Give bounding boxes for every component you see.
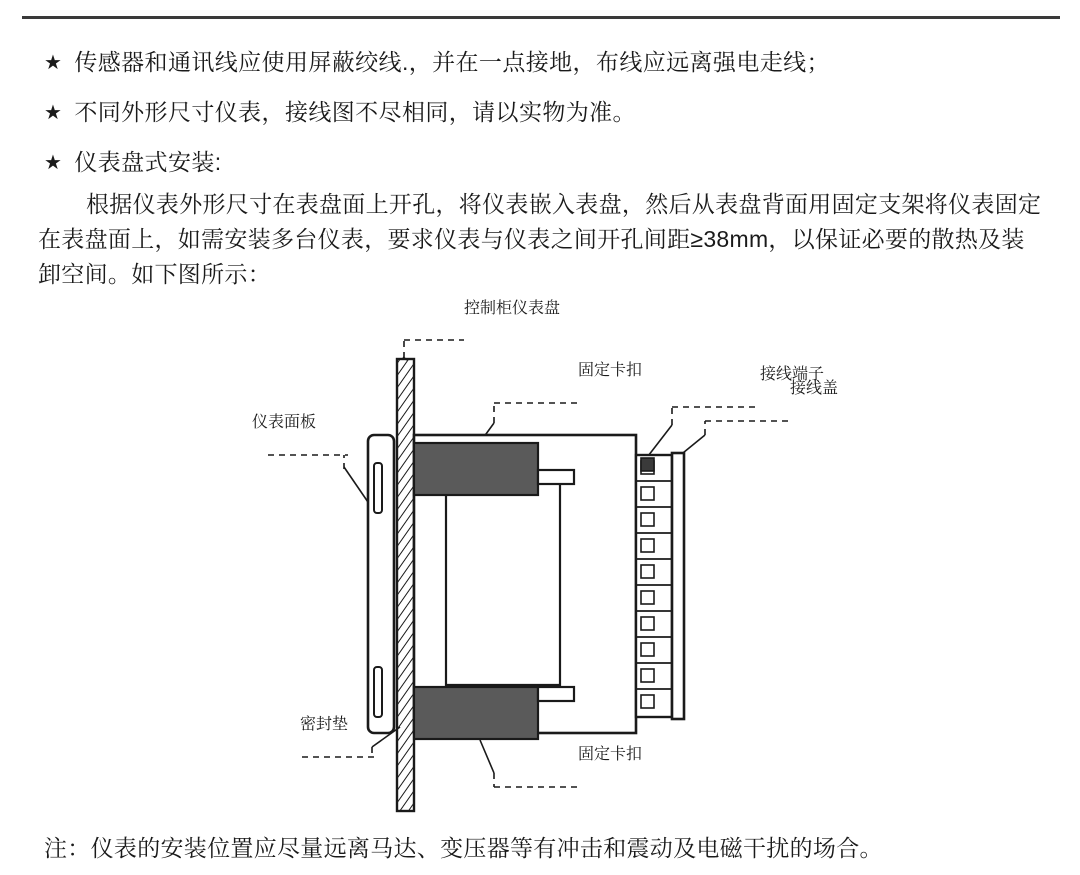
star-icon: ★ (44, 152, 63, 174)
label-instrument-front-panel: 仪表面板 (252, 414, 317, 431)
bullet-item-2 (44, 97, 636, 128)
installation-diagram (0, 295, 1080, 815)
star-icon: ★ (44, 52, 63, 74)
bullet-item-3 (44, 147, 222, 178)
label-fixing-clip-bottom: 固定卡扣 (578, 746, 643, 763)
label-fixing-clip-top: 固定卡扣 (578, 362, 643, 379)
label-terminal-block: 接线端子 (760, 366, 825, 383)
body-paragraph: 根据仪表外形尺寸在表盘面上开孔，将仪表嵌入表盘，然后从表盘背面用固定支架将仪表固定在表盘面上，如需安装多台仪表，要求仪表与仪表之间开孔间距≥38mm，以保证必要的散热及装卸空间。如下图所示： (38, 191, 1042, 287)
bullet-item-3-text: 仪表盘式安装: (74, 149, 222, 175)
footer-note: 注：仪表的安装位置应尽量远离马达、变压器等有冲击和震动及电磁干扰的场合。 (44, 835, 883, 861)
label-gasket: 密封垫 (300, 716, 349, 733)
bullet-item-2-text: 不同外形尺寸仪表，接线图不尽相同，请以实物为准。 (74, 99, 636, 125)
label-wiring-cover: 接线盖 (790, 380, 839, 397)
star-icon: ★ (44, 102, 63, 124)
bullet-item-1 (44, 47, 830, 78)
top-divider-rule (22, 16, 1060, 19)
bullet-item-1-text: 传感器和通讯线应使用屏蔽绞线.，并在一点接地，布线应远离强电走线； (74, 49, 830, 75)
label-cabinet-panel: 控制柜仪表盘 (464, 300, 561, 317)
